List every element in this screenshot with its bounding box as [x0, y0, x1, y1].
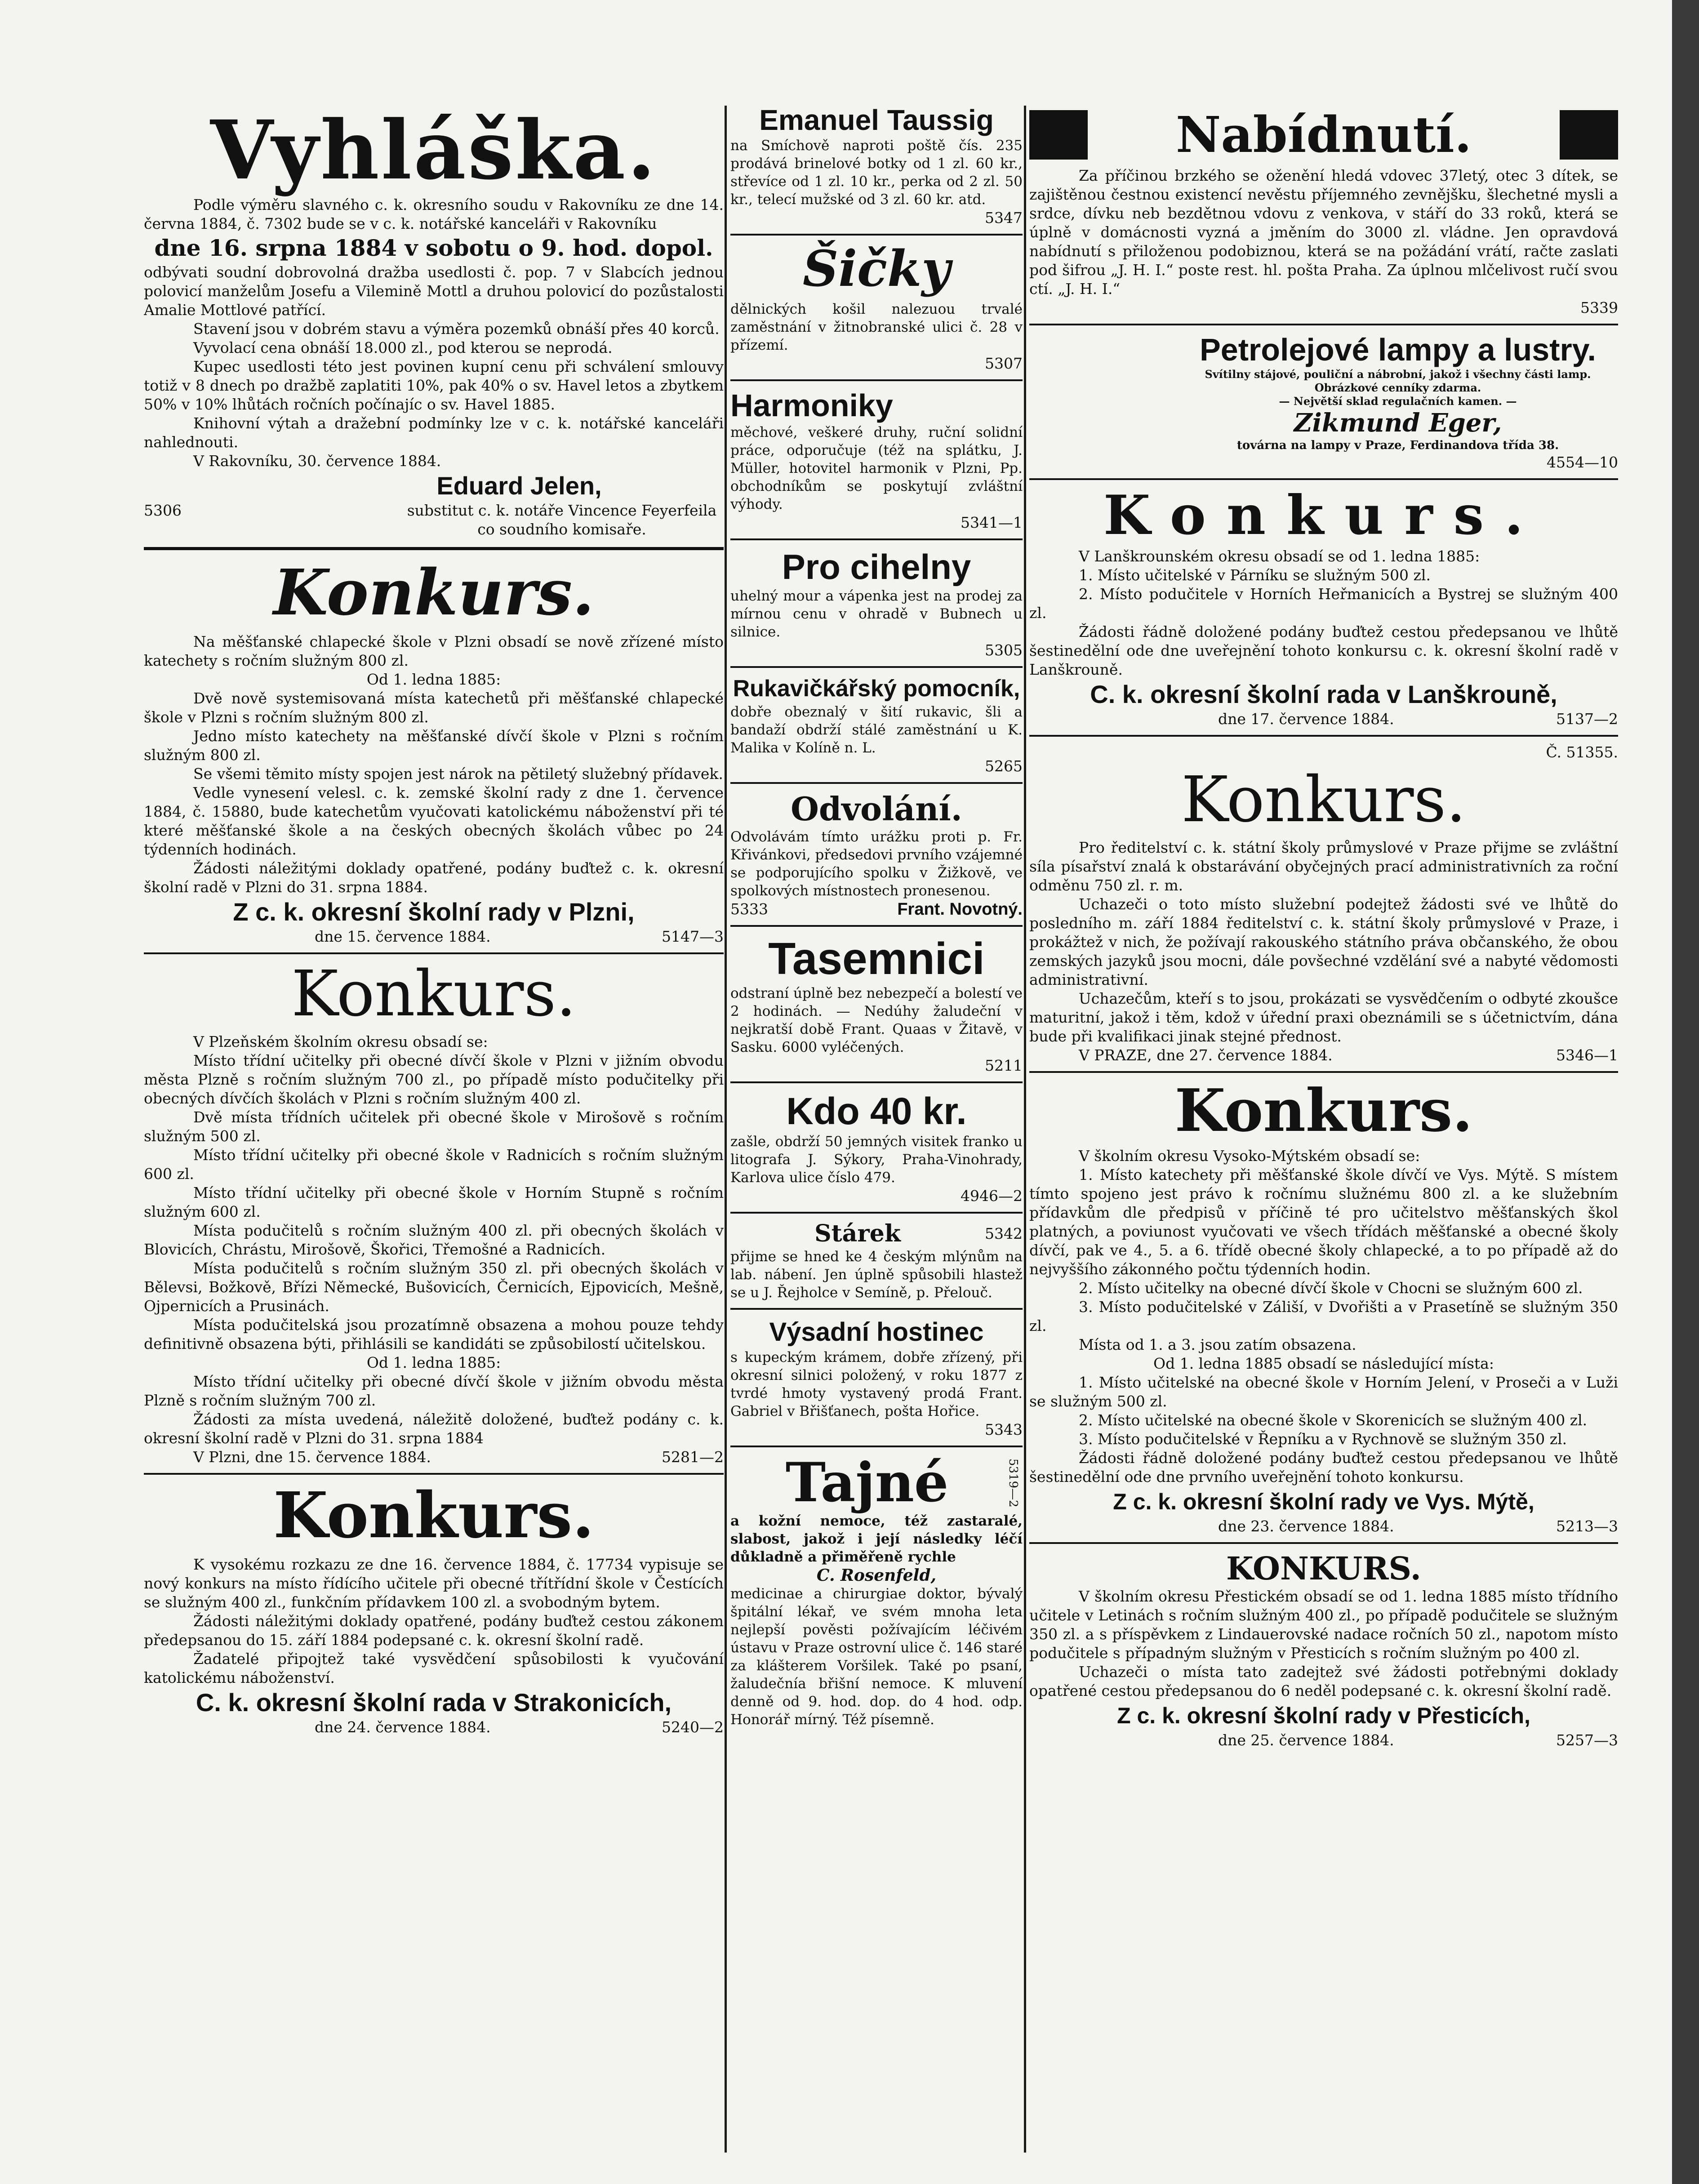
- konkurs-p2: Žádosti náležitými doklady opatřené, podány buďtež cestou zákonem předepsanou do 15. září 1884 podepsané c. k. okresní školní radě.: [144, 1612, 724, 1649]
- ad-text: měchové, veškeré druhy, ruční solidní práce, odporučuje (též na splátku, J. Müller, hotovitel harmonik v Plzni, Pp. obchodníkům se poskytují zvláštní výhody.: [730, 424, 1023, 512]
- ad-hostinec: [730, 1316, 1023, 1439]
- konkurs-date: V PRAZE, dne 27. července 1884.: [1079, 1046, 1333, 1064]
- hand-pointer-icon: [1560, 110, 1618, 160]
- divider: [1029, 324, 1618, 325]
- ad-text: dobře obeznalý v šití rukavic, šli a bandaží obdrží stálé zaměstnání u K. Malika v Kolíně n. L.: [730, 704, 1023, 756]
- konkurs-p1: K vysokému rozkazu ze dne 16. července 1884, č. 17734 vypisuje se nový konkurs na místo řídícího učitele při obecné třítřídní škole v Čestících se služným 400 zl., funkčním přídavkem 100 zl. a svobodným bytem.: [144, 1556, 724, 1611]
- ad-text: odstraní úplně bez nebezpečí a bolestí ve 2 hodinách. — Nedúhy žaludeční v nejkratší době Frant. Quaas v Žitavě, v Sasku. 6000 vyléčených.: [730, 985, 1023, 1055]
- ad-text: Odvolávám tímto urážku proti p. Fr. Křivánkovi, předsedovi prvního vzájemné se podporujícího spolku v Žižkově, ve spolkových místnostech pronesenou.: [730, 829, 1023, 899]
- ad-doctor: C. Rosenfeld,: [816, 1566, 937, 1585]
- ad-text: přijme se hned ke 4 českým mlýnům na lab. nábení. Jen úplně spůsobili hlastež se u J. Řejholce v Semíně, p. Přelouč.: [730, 1249, 1023, 1301]
- ad-text: Za příčinou brzkého se oženění hledá vdovec 37letý, otec 3 dítek, se zajištěnou čestnou existencí nevěstu příjemného zevnějšku, šlechetné mysli a srdce, dívku neb bezdětnou vdovu z venkova, v stáří do 33 roků, která se úplně v domácnosti vyzná a jměním do 3000 zl. vládne. Jen opravdová nabídnutí s přiloženou podobiznou, která se na požádání vrátí, račte zaslati pod šifrou „J. H. I.“ poste rest. hl. pošta Praha. Za úplnou mlčelivost ručí svou ctí. „J. H. I.“: [1029, 167, 1618, 298]
- ad-title: Petrolejové lampy a lustry.: [1200, 332, 1596, 367]
- column-2: [730, 103, 1023, 2157]
- divider: [730, 666, 1023, 668]
- konkurs-p8: Místa podučitelská jsou prozatímně obsazena a mohou pouze tehdy definitivně obsazena býti, přihlásili se kandidáti se způsobilostí učitelskou.: [144, 1316, 724, 1352]
- konkurs-ref: 5213—3: [1556, 1517, 1618, 1535]
- konkurs-title: Konkurs.: [273, 1479, 594, 1552]
- divider: [730, 782, 1023, 784]
- vyhlaska-p3: Stavení jsou v dobrém stavu a výměra pozemků obnáší přes 40 korců.: [193, 320, 720, 338]
- ad-title: Nabídnutí.: [1175, 106, 1472, 164]
- konkurs-p7: 1. Místo učitelské na obecné škole v Horním Jelení, v Proseči a v Luži se služným 500 zl.: [1029, 1374, 1618, 1410]
- konkurs-plzen-katecheta: [144, 558, 724, 946]
- konkurs-p1: V Lanškrounském okresu obsadí se od 1. ledna 1885:: [1079, 547, 1480, 565]
- ad-text-2: medicinae a chirurgiae doktor, bývalý špitální lékař, ve svém mnoha leta nejlepší pověsti požívajícím léčivém ústavu v Praze ostrovní ulice č. 146 staré za klášterem Voršilek. Také po psaní, žaludečnía břišní nemoce. K mluvení denně od 9. hod. dop. do 4 hod. odp. Honorář mírný. Též písemně.: [730, 1586, 1023, 1728]
- divider: [730, 1212, 1023, 1214]
- konkurs-p8: 2. Místo učitelské na obecné škole v Skorenicích se služným 400 zl.: [1079, 1411, 1588, 1429]
- divider: [1029, 478, 1618, 480]
- ad-ref: 4946—2: [961, 1187, 1023, 1205]
- konkurs-p6: Vedle vynesení velesl. c. k. zemské školní rady z dne 1. července 1884, č. 15880, bude katechetům vyučovati katolickému náboženství při té které měšťanské škole a na českých obecných školách vůbec po 24 týdenních hodinách.: [144, 784, 724, 858]
- divider: [144, 1473, 724, 1475]
- ad-tajne: [730, 1451, 1023, 1729]
- vyhlaska-p4: Vyvolací cena obnáší 18.000 zl., pod kterou se neprodá.: [193, 339, 613, 356]
- konkurs-number: Č. 51355.: [1546, 743, 1618, 761]
- vyhlaska-title: Vyhláška.: [210, 103, 658, 198]
- ad-title: Pro cihelny: [782, 547, 971, 587]
- konkurs-date: dne 15. července 1884.: [315, 928, 491, 945]
- ad-starek: [730, 1220, 1023, 1302]
- konkurs-date: dne 24. července 1884.: [315, 1718, 491, 1736]
- konkurs-p7: Místa podučitelů s ročním služným 350 zl. při obecných školách v Bělevsi, Božkově, Břízi Německé, Bušovicích, Černicích, Ejpovicích, Mešně, Ojpernicích a Prusinách.: [144, 1259, 724, 1315]
- ad-tasemnici: [730, 933, 1023, 1075]
- konkurs-p6: Místa podučitelů s ročním služným 400 zl. při obecných školách v Blovicích, Chrástu, Mirošově, Škořici, Třemošné a Radnicích.: [144, 1222, 724, 1258]
- konkurs-signature: C. k. okresní školní rada v Lanškrouně,: [1090, 680, 1557, 708]
- konkurs-p2: Uchazeči o místa tato zadejtež své žádosti potřebnými doklady opatřené cestou předepsanou do 6 neděl podepsané c. k. okresní školní radě.: [1029, 1663, 1618, 1699]
- konkurs-p4: Místo třídní učitelky při obecné škole v Radnicích s ročním služným 600 zl.: [144, 1146, 724, 1183]
- ad-harmoniky: [730, 387, 1023, 532]
- konkurs-p1: V školním okresu Vysoko-Mýtském obsadí se:: [1079, 1147, 1420, 1165]
- konkurs-p2: Místo třídní učitelky při obecné dívčí škole v Plzni v jižním obvodu města Plzně s ročním služným 700 zl., po případě místo podučitelky při obecných dívčích školách v Plzni s ročním služným 400 zl.: [144, 1052, 724, 1107]
- konkurs-p3: 2. Místo učitelky na obecné dívčí škole v Chocni se služným 600 zl.: [1079, 1279, 1583, 1297]
- konkurs-p2: Uchazeči o toto místo služební podejtež žádosti své ve lhůtě do posledního m. září 1884 ředitelství c. k. státní školy průmyslové v Praze, i prokážtež v nich, že požívají rakouského státního práva občanského, že obou zemských jazyků jsou mocni, dále povšechné vzdělání své a nabyté vědomosti administrativní.: [1029, 895, 1618, 988]
- ad-firm: Zikmund Eger,: [1294, 408, 1502, 438]
- konkurs-p10: Žádosti řádně doložené podány buďtež cestou předepsanou ve lhůtě šestinedělní ode dne prvního uveřejnění tohoto konkursu.: [1029, 1449, 1618, 1486]
- divider: [730, 1081, 1023, 1083]
- konkurs-p3: Dvě nově systemisovaná místa katechetů při měšťanské chlapecké škole v Plzni s ročním služným 800 zl.: [144, 689, 724, 726]
- ad-title: Odvolání.: [791, 790, 962, 828]
- ad-ref: 5265: [985, 757, 1023, 775]
- konkurs-p4: Žádosti řádně doložené podány buďtež cestou předepsanou ve lhůtě šestinedělní ode dne uveřejnění tohoto konkursu c. k. okresní školní radě v Lanškrouně.: [1029, 623, 1618, 678]
- ad-text: uhelný mour a vápenka jest na prodej za mírnou cenu v ohradě v Bubnech u silnice.: [730, 588, 1023, 640]
- konkurs-title: Konkurs.: [1103, 484, 1544, 547]
- ad-text: s kupeckým krámem, dobře zřízený, při okresní silnici položený, v roku 1877 z tvrdé hmoty vystavený prodá Frant. Gabriel v Břišťanech, pošta Hořice.: [730, 1349, 1023, 1419]
- ad-title: Rukavičkářský pomocník,: [733, 676, 1020, 702]
- konkurs-ref: 5137—2: [1556, 710, 1618, 728]
- konkurs-p4: Jedno místo katechety na měšťanské dívčí škole v Plzni s ročním služným 800 zl.: [144, 727, 724, 764]
- ad-ref: 5307: [985, 355, 1023, 372]
- ad-title: Šičky: [802, 240, 951, 298]
- divider: [730, 538, 1023, 540]
- konkurs-p3: Uchazečům, kteří s to jsou, prokázati se vysvědčením o odbyté zkoušce maturitní, jakož i těm, kdož v úřední praxi obeznámili se s účetnictvím, dána bude při kvalifikaci jinak stejné přednost.: [1029, 990, 1618, 1045]
- ad-ref: 5347: [985, 209, 1023, 227]
- konkurs-date: dne 25. července 1884.: [1218, 1731, 1394, 1749]
- ad-kdo40: [730, 1090, 1023, 1205]
- column-rule-1: [725, 106, 727, 2153]
- ad-title: Tajné: [785, 1451, 949, 1514]
- konkurs-p2: Od 1. ledna 1885:: [366, 671, 501, 688]
- konkurs-p9: Od 1. ledna 1885:: [366, 1354, 501, 1371]
- vyhlaska-date-line: dne 16. srpna 1884 v sobotu o 9. hod. dopol.: [154, 235, 713, 261]
- divider: [1029, 735, 1618, 737]
- ad-side-ref: 5319—2: [1006, 1458, 1020, 1508]
- vyhlaska-p6: Knihovní výtah a dražební podmínky lze v c. k. notářské kanceláři nahlednouti.: [144, 414, 724, 451]
- divider: [730, 234, 1023, 236]
- konkurs-p7: Žádosti náležitými doklady opatřené, podány buďtež c. k. okresní školní radě v Plzni do 31. srpna 1884.: [144, 859, 724, 896]
- ad-ref: 5343: [985, 1421, 1023, 1438]
- ad-title: Výsadní hostinec: [769, 1317, 984, 1347]
- ad-text: na Smíchově naproti poště čís. 235 prodává brinelové botky od 1 zl. 60 kr., střevíce od 1 zl. 10 kr., perka od 2 zl. 50 kr., telecí mužské od 3 zl. 60 kr. atd.: [730, 138, 1023, 208]
- konkurs-signature: Z c. k. okresní školní rady v Přesticích,: [1117, 1703, 1530, 1728]
- ad-cihelny: [730, 547, 1023, 660]
- divider: [730, 379, 1023, 381]
- vyhlaska-notice: [144, 103, 724, 539]
- ad-lampy: [1029, 332, 1618, 472]
- konkurs-p2: 1. Místo katechety při měšťanské škole dívčí ve Vys. Mýtě. S místem tímto spojeno jest právo k ročnímu služnému 800 zl. a ke služebním přídavkům dle předpisů v příčině té pro učitelstvo měšťanských škol platných, a poviunost vyučovati ve všech třídách měšťanské a obecné školy dívčí, pak ve 4., 5. a 6. třídě obecné školy chlapecké, a to po případě až do nejvyššího zákonného počtu týdenních hodin.: [1029, 1166, 1618, 1278]
- konkurs-title: Konkurs.: [1181, 763, 1466, 836]
- konkurs-p3: Žadatelé připojtež také vysvědčení spůsobilosti k vyučování katolickému náboženství.: [144, 1650, 724, 1686]
- divider: [1029, 1542, 1618, 1544]
- divider: [730, 925, 1023, 927]
- konkurs-signature: Z c. k. okresní školní rady ve Vys. Mýtě,: [1113, 1489, 1534, 1514]
- column-1: [144, 103, 724, 2157]
- konkurs-p1: V školním okresu Přestickém obsadí se od 1. ledna 1885 místo třídního učitele v Letinách s ročním služným 400 zl., po případě podučitele se služným 350 zl. a s příspěvkem z Lindauerovské nadace ročních 50 zl., napotom místo podučitele s případným služným v Přesticích s ročním služným po 400 zl.: [1029, 1588, 1618, 1662]
- konkurs-p1: Na měšťanské chlapecké škole v Plzni obsadí se nově zřízené místo katechety s ročním služným 800 zl.: [144, 633, 724, 669]
- ad-title: Harmoniky: [730, 388, 893, 423]
- konkurs-p3: 2. Místo podučitele v Horních Heřmanicích a Bystrej se služným 400 zl.: [1029, 585, 1618, 622]
- konkurs-p2: 1. Místo učitelské v Párníku se služným 500 zl.: [1079, 566, 1431, 584]
- ad-text: a kožní nemoce, též zastaralé, slabost, jakož i její následky léčí důkladně a přiměřeně rychle: [730, 1513, 1023, 1565]
- divider: [144, 547, 724, 550]
- column-3: [1029, 103, 1618, 2157]
- konkurs-praha: [1029, 743, 1618, 1065]
- konkurs-signature: C. k. okresní školní rada v Strakonicích,: [196, 1688, 672, 1717]
- konkurs-p5: Místo třídní učitelky při obecné škole v Horním Stupně s ročním služným 600 zl.: [144, 1184, 724, 1220]
- divider: [730, 1446, 1023, 1447]
- konkurs-signature: Z c. k. okresní školní rady v Plzni,: [233, 898, 635, 926]
- konkurs-p9: 3. Místo podučitelské v Řepníku a v Rychnově se služným 350 zl.: [1079, 1430, 1567, 1448]
- konkurs-date: V Plzni, dne 15. července 1884.: [193, 1448, 431, 1466]
- konkurs-ref: 5346—1: [1556, 1046, 1618, 1064]
- ad-address: továrna na lampy v Praze, Ferdinandova třída 38.: [1236, 439, 1559, 452]
- vyhlaska-ref: 5306: [144, 502, 182, 519]
- ad-title: Emanuel Taussig: [759, 104, 994, 136]
- divider: [730, 1308, 1023, 1310]
- ad-ref: 4554—10: [1547, 454, 1618, 471]
- column-rule-2: [1024, 106, 1026, 2153]
- ad-odvolani: [730, 790, 1023, 919]
- konkurs-p3: Dvě místa třídních učitelek při obecné škole v Mirošově s ročním služným 500 zl.: [144, 1108, 724, 1145]
- ad-ref: 5305: [985, 641, 1023, 659]
- ad-signer: Frant. Novotný.: [897, 900, 1023, 919]
- konkurs-vys-myto: [1029, 1076, 1618, 1536]
- konkurs-ref: 5281—2: [662, 1448, 724, 1466]
- ad-line-1: Svítilny stájové, pouliční a nábrobní, jakož i všechny části lamp. Obrázkové cenníky zdarma.: [1205, 368, 1591, 394]
- konkurs-date: dne 17. července 1884.: [1218, 710, 1394, 728]
- ad-rukavicky: [730, 674, 1023, 776]
- ad-ref: 5341—1: [961, 514, 1023, 531]
- konkurs-p1: V Plzeňském školním okresu obsadí se:: [193, 1033, 488, 1050]
- konkurs-title: Konkurs.: [291, 957, 576, 1031]
- konkurs-ref: 5257—3: [1556, 1731, 1618, 1749]
- ad-ref: 5342: [985, 1225, 1023, 1242]
- konkurs-p1: Pro ředitelství c. k. státní školy průmyslové v Praze přijme se zvláštní síla písařství znalá k obstarávání obyčejných prací administrativních za roční odměnu 750 zl. r. m.: [1029, 839, 1618, 894]
- vyhlaska-p1: Podle výměru slavného c. k. okresního soudu v Rakovníku ze dne 14. června 1884, č. 7302 bude se v c. k. notářské kanceláři v Rakovníku: [144, 196, 724, 232]
- vyhlaska-place-date: V Rakovníku, 30. července 1884.: [193, 452, 441, 470]
- ad-line-2: — Největší sklad regulačních kamen. —: [1279, 395, 1517, 408]
- konkurs-p10: Místo třídní učitelky při obecné dívčí škole v jižním obvodu města Plzně s ročním služným 700 zl.: [144, 1373, 724, 1409]
- ad-title: Kdo 40 kr.: [786, 1090, 967, 1132]
- ad-nabidnuti: [1029, 108, 1618, 317]
- ad-title: Stárek: [814, 1220, 901, 1247]
- konkurs-p5: Se všemi těmito místy spojen jest nárok na pětiletý služebný přídavek.: [193, 765, 723, 783]
- konkurs-title: Konkurs.: [1174, 1076, 1473, 1145]
- vyhlaska-p2: odbývati soudní dobrovolná dražba usedlosti č. pop. 7 v Slabcích jednou polovicí manželům Josefu a Vilemině Mottl a druhou polovicí do pozůstalosti Amalie Mottlové patřící.: [144, 263, 724, 319]
- konkurs-p6: Od 1. ledna 1885 obsadí se následující místa:: [1153, 1355, 1494, 1372]
- konkurs-p4: 3. Místo podučitelské v Záliší, v Dvořišti a v Prasetíně se služným 350 zl.: [1029, 1298, 1618, 1334]
- vyhlaska-p5: Kupec usedlosti této jest povinen kupní cenu při schválení smlouvy totiž v 8 dnech po dražbě zaplatiti 10%, pak 40% o sv. Havel letos a zbytkem 50% v 10% lhůtách ročních počínajíc o sv. Havel 1885.: [144, 358, 724, 413]
- ad-text: zašle, obdrží 50 jemných visitek franko u litografa J. Sýkory, Praha-Vinohrady, Karlova ulice číslo 479.: [730, 1134, 1023, 1186]
- divider: [144, 952, 724, 954]
- ad-ref: 5211: [985, 1057, 1023, 1074]
- ad-taussig: [730, 103, 1023, 227]
- vyhlaska-signer: Eduard Jelen,: [436, 471, 602, 500]
- konkurs-title: Konkurs.: [273, 556, 594, 630]
- ad-ref: 5333: [730, 900, 768, 918]
- konkurs-strakonice: [144, 1481, 724, 1737]
- konkurs-lanskroun: [1029, 486, 1618, 729]
- divider: [1029, 1071, 1618, 1073]
- konkurs-date: dne 23. července 1884.: [1218, 1517, 1394, 1535]
- ad-sicky: [730, 242, 1023, 373]
- konkurs-p11: Žádosti za místa uvedená, náležitě doložené, buďtež podány c. k. okresní školní radě v Plzni do 31. srpna 1884: [144, 1410, 724, 1447]
- hand-pointer-icon: [1029, 110, 1088, 160]
- ad-title: Tasemnici: [768, 934, 985, 984]
- konkurs-title: KONKURS.: [1226, 1550, 1421, 1587]
- konkurs-p5: Místa od 1. a 3. jsou zatím obsazena.: [1079, 1336, 1357, 1353]
- konkurs-prestice: [1029, 1550, 1618, 1750]
- konkurs-ref: 5240—2: [662, 1718, 724, 1736]
- konkurs-plzen-okres: [144, 957, 724, 1467]
- ad-ref: 5339: [1580, 299, 1618, 316]
- ad-text: dělnických košil nalezuou trvalé zaměstnání v žitnobranské ulici č. 28 v přízemí.: [730, 301, 1023, 353]
- vyhlaska-signer-role: substitut c. k. notáře Vincence Feyerfeila co soudního komisaře.: [407, 502, 717, 538]
- konkurs-ref: 5147—3: [662, 928, 724, 945]
